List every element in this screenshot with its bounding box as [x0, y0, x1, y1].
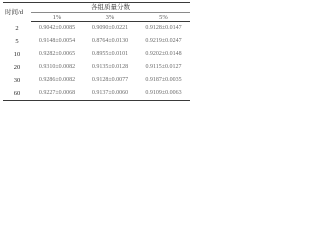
column-header: 1% — [31, 13, 83, 22]
group-header-cell: 各组质量分数 — [31, 3, 190, 13]
data-table-container — [3, 2, 190, 101]
row-label-cell: 30 — [13, 77, 21, 84]
value-cell: 0.9137±0.0060 — [83, 87, 137, 101]
value-cell: 0.9202±0.0148 — [145, 51, 182, 57]
row-label-cell: 5 — [15, 38, 19, 45]
row-label-cell: 2 — [15, 24, 19, 32]
value-cell: 0.8955±0.0101 — [91, 51, 129, 57]
value-cell: 0.9286±0.0082 — [38, 77, 76, 83]
row-label-cell: 10 — [13, 51, 21, 58]
value-cell: 0.9219±0.0247 — [145, 38, 182, 44]
value-cell: 0.9148±0.0054 — [38, 38, 76, 44]
table-row — [3, 61, 190, 74]
data-table — [3, 2, 190, 101]
value-cell: 0.9135±0.0128 — [91, 64, 129, 70]
row-label-cell: 60 — [3, 87, 31, 101]
value-cell: 0.9090±0.0221 — [91, 25, 129, 31]
row-header-cell: 时间/d — [3, 3, 31, 22]
value-cell: 0.9042±0.0085 — [38, 25, 76, 31]
value-cell: 0.9109±0.0063 — [137, 87, 190, 101]
column-header: 3% — [83, 13, 137, 22]
row-label-cell: 20 — [13, 64, 21, 71]
table-row — [3, 87, 190, 101]
value-cell: 0.9310±0.0082 — [38, 64, 76, 70]
column-header: 5% — [137, 13, 190, 22]
value-cell: 0.9128±0.0077 — [91, 77, 129, 83]
value-cell: 0.9128±0.0147 — [145, 25, 182, 31]
value-cell: 0.9115±0.0127 — [145, 64, 182, 70]
value-cell: 0.8764±0.0130 — [91, 38, 129, 44]
value-cell: 0.9282±0.0065 — [38, 51, 76, 57]
value-cell: 0.9187±0.0035 — [145, 77, 182, 83]
table-row — [3, 74, 190, 87]
table-row — [3, 22, 190, 36]
table-row — [3, 48, 190, 61]
value-cell: 0.9227±0.0068 — [31, 87, 83, 101]
table-row — [3, 35, 190, 48]
